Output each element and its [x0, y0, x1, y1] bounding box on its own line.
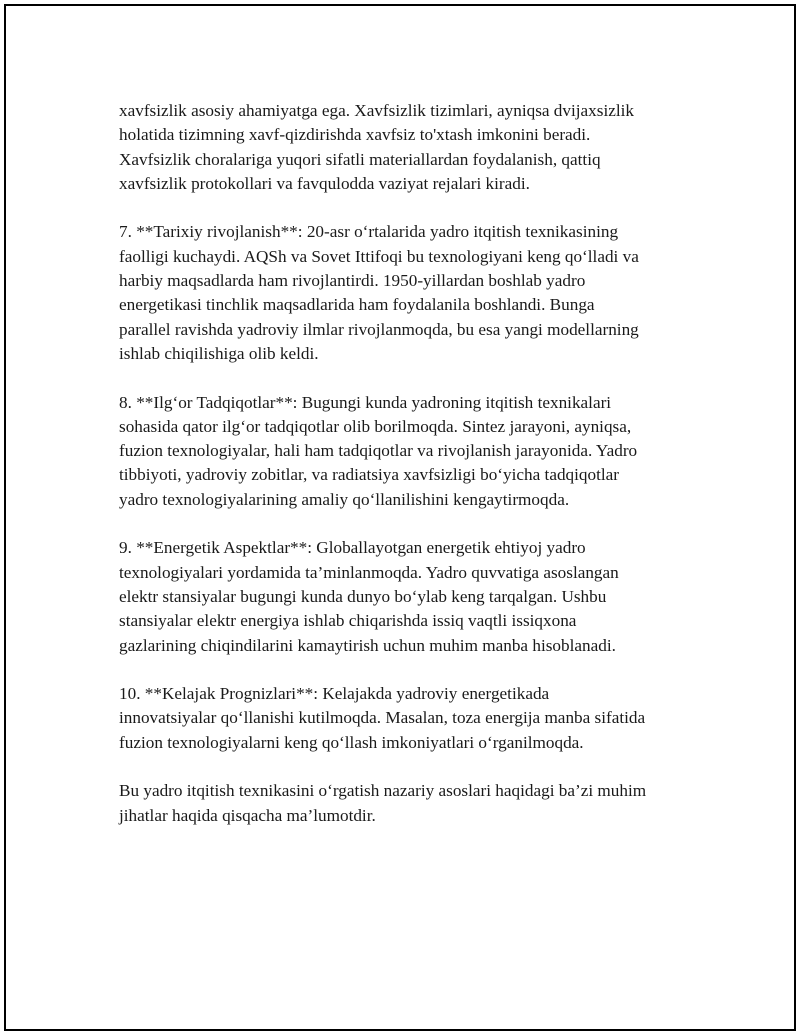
paragraph-conclusion: Bu yadro itqitish texnikasini o‘rgatish nazariy asoslari haqidagi ba’zi muhim jihatlar haqida qisqacha ma’lumotdir. [119, 781, 647, 825]
paragraph-advanced-research: 8. **Ilg‘or Tadqiqotlar**: Bugungi kunda yadroning itqitish texnikalari sohasida qator ilg‘or tadqiqotlar olib borilmoqda. Sintez jarayoni, ayniqsa, fuzion texnologiyalar, hali ham tadqiqotlar va rivojlanish jarayonida. Yadro tibbiyoti, yadroviy zobitlar, va radiatsiya xavfsizligi bo‘yicha tadqiqotlar yadro texnologiyalarining amaliy qo‘llanilishini kengaytirmoqda. [119, 392, 638, 509]
paragraph-energy-aspects: 9. **Energetik Aspektlar**: Globallayotgan energetik ehtiyoj yadro texnologiyalari yordamida ta’minlanmoqda. Yadro quvvatiga asoslangan elektr stansiyalar bugungi kunda dunyo bo‘ylab keng tarqalgan. Ushbu stansiyalar elektr energiya ishlab chiqarishda issiq vaqtli issiqxona gazlarining chiqindilarini kamaytirish uchun muhim manba hisoblanadi. [119, 538, 619, 655]
paragraph-safety-continuation: xavfsizlik asosiy ahamiyatga ega. Xavfsizlik tizimlari, ayniqsa dvijaxsizlik holatida tizimning xavf-qizdirishda xavfsiz to'xtash imkonini beradi. Xavfsizlik choralariga yuqori sifatli materiallardan foydalanish, qattiq xavfsizlik protokollari va favqulodda vaziyat rejalari kiradi. [119, 101, 635, 193]
document-body [119, 99, 709, 828]
page-frame [4, 4, 796, 1031]
paragraph-future-forecasts: 10. **Kelajak Prognizlari**: Kelajakda yadroviy energetikada innovatsiyalar qo‘llanishi kutilmoqda. Masalan, toza energija manba sifatida fuzion texnologiyalarni keng qo‘llash imkoniyatlari o‘rganilmoqda. [119, 684, 646, 752]
paragraph-historical-development: 7. **Tarixiy rivojlanish**: 20-asr o‘rtalarida yadro itqitish texnikasining faolligi kuchaydi. AQSh va Sovet Ittifoqi bu texnologiyani keng qo‘lladi va harbiy maqsadlarda ham rivojlantirdi. 1950-yillardan boshlab yadro energetikasi tinchlik maqsadlarida ham foydalanila boshlandi. Bunga parallel ravishda yadroviy ilmlar rivojlanmoqda, bu esa yangi modellarning ishlab chiqilishiga olib keldi. [119, 222, 639, 363]
